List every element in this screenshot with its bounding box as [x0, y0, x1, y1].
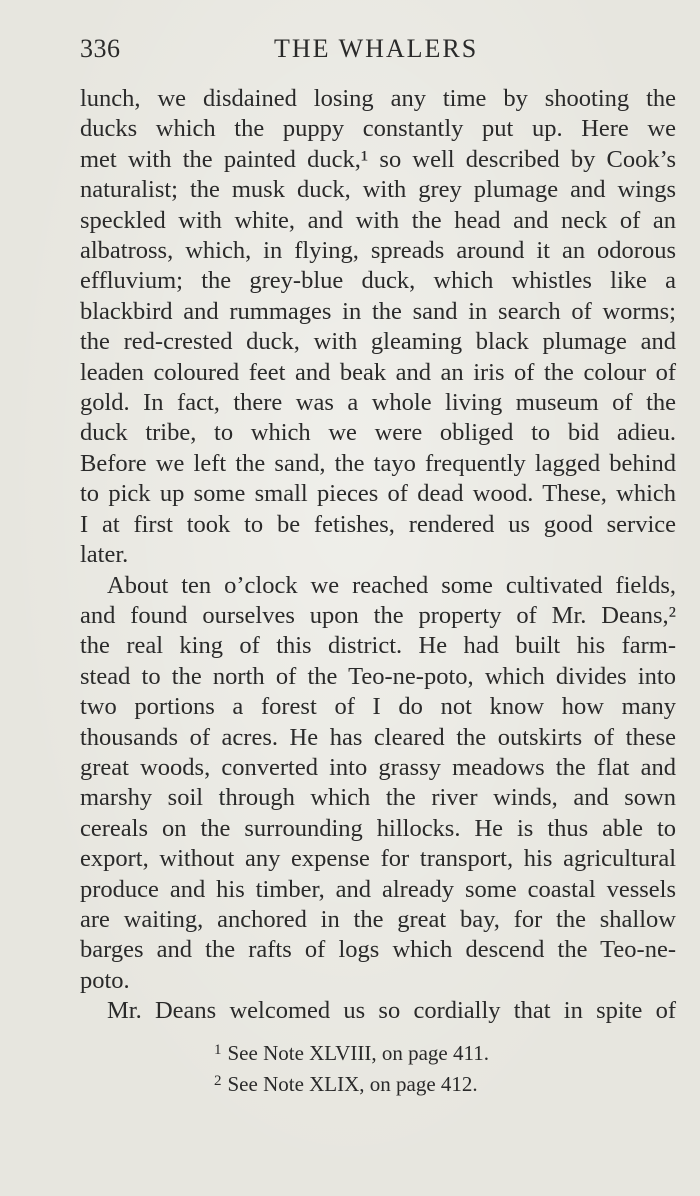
text-line: blackbird and rummages in the sand in search of worms; — [80, 297, 676, 325]
footnote-mark: 2 — [214, 1073, 222, 1089]
text-line: to pick up some small pieces of dead wood. These, which — [80, 480, 676, 508]
text-line: poto. — [80, 966, 130, 994]
text-line: naturalist; the musk duck, with grey plumage and wings — [80, 176, 676, 204]
text-line: Before we left the sand, the tayo frequently lagged behind — [80, 449, 676, 477]
footnote — [214, 1036, 489, 1067]
text-line: duck tribe, to which we were obliged to bid adieu. — [80, 419, 676, 447]
text-line: and found ourselves upon the property of Mr. Deans,² — [80, 601, 676, 629]
text-line: are waiting, anchored in the great bay, for the shallow — [80, 905, 676, 933]
footnote-text: See Note XLIX, on page 412. — [227, 1072, 478, 1096]
text-line: leaden coloured feet and beak and an iris of the colour of — [80, 358, 676, 386]
text-line: two portions a forest of I do not know how many — [80, 693, 676, 721]
text-line: marshy soil through which the river winds, and sown — [80, 784, 676, 812]
text-line: produce and his timber, and already some coastal vessels — [80, 875, 676, 903]
text-line: stead to the north of the Teo-ne-poto, which divides into — [80, 662, 676, 690]
text-line: I at first took to be fetishes, rendered us good service — [80, 510, 676, 538]
text-line: barges and the rafts of logs which descend the Teo-ne- — [80, 936, 676, 964]
text-line: effluvium; the grey-blue duck, which whistles like a — [80, 267, 676, 295]
text-line: Mr. Deans welcomed us so cordially that in spite of — [107, 997, 676, 1025]
text-line: ducks which the puppy constantly put up. Here we — [80, 115, 676, 143]
text-line: later. — [80, 541, 129, 569]
footnote — [214, 1067, 489, 1098]
text-line: albatross, which, in flying, spreads around it an odorous — [80, 237, 676, 265]
text-line: great woods, converted into grassy meadows the flat and — [80, 753, 676, 781]
footnote-mark: 1 — [214, 1042, 222, 1058]
text-line: the real king of this district. He had built his farm- — [80, 632, 676, 660]
text-line: speckled with white, and with the head and neck of an — [80, 206, 676, 234]
text-line: gold. In fact, there was a whole living museum of the — [80, 389, 676, 417]
text-line: About ten o’clock we reached some cultivated fields, — [107, 571, 676, 599]
page-header — [80, 34, 676, 70]
text-line: the red-crested duck, with gleaming black plumage and — [80, 328, 676, 356]
footnote-text: See Note XLVIII, on page 411. — [227, 1041, 489, 1065]
footnotes — [214, 1036, 489, 1098]
text-line: thousands of acres. He has cleared the outskirts of these — [80, 723, 676, 751]
body-text — [80, 84, 676, 1027]
text-line: cereals on the surrounding hillocks. He is thus able to — [80, 814, 676, 842]
running-head: THE WHALERS — [274, 34, 479, 63]
text-line: export, without any expense for transport, his agricultural — [80, 845, 676, 873]
text-line: lunch, we disdained losing any time by shooting the — [80, 85, 676, 112]
page-number: 336 — [80, 34, 121, 63]
text-line: met with the painted duck,¹ so well described by Cook’s — [80, 145, 676, 173]
